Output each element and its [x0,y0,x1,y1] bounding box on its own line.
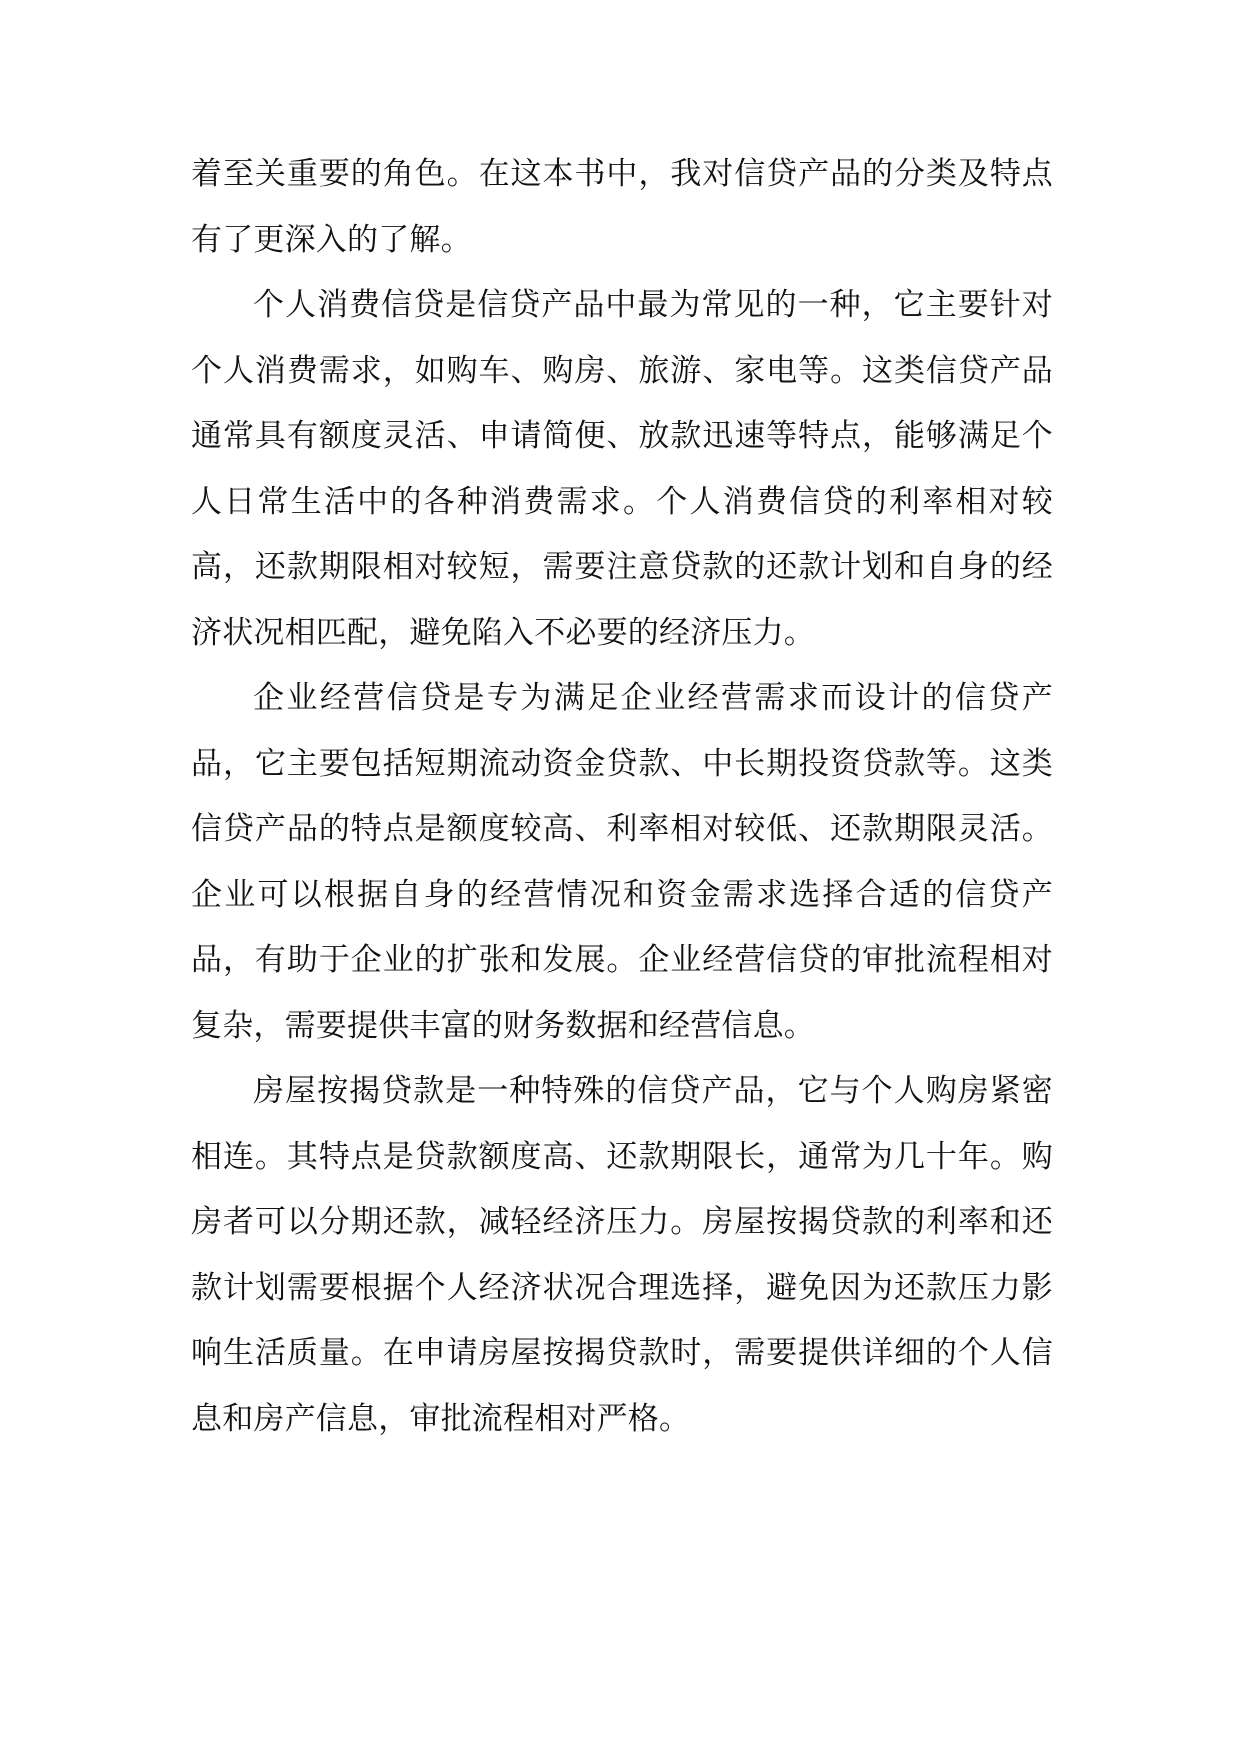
paragraph-continuation: 着至关重要的角色。在这本书中，我对信贷产品的分类及特点有了更深入的了解。 [191,156,1053,258]
paragraph-mortgage-loan: 房屋按揭贷款是一种特殊的信贷产品，它与个人购房紧密相连。其特点是贷款额度高、还款期限长，通常为几十年。购房者可以分期还款，减轻经济压力。房屋按揭贷款的利率和还款计划需要根据个人经济状况合理选择，避免因为还款压力影响生活质量。在申请房屋按揭贷款时，需要提供详细的个人信息和房产信息，审批流程相对严格。 [191,1073,1053,1437]
paragraph-personal-consumer-credit: 个人消费信贷是信贷产品中最为常见的一种，它主要针对个人消费需求，如购车、购房、旅游、家电等。这类信贷产品通常具有额度灵活、申请简便、放款迅速等特点，能够满足个人日常生活中的各种消费需求。个人消费信贷的利率相对较高，还款期限相对较短，需要注意贷款的还款计划和自身的经济状况相匹配，避免陷入不必要的经济压力。 [191,287,1053,651]
paragraph-business-credit: 企业经营信贷是专为满足企业经营需求而设计的信贷产品，它主要包括短期流动资金贷款、中长期投资贷款等。这类信贷产品的特点是额度较高、利率相对较低、还款期限灵活。企业可以根据自身的经营情况和资金需求选择合适的信贷产品，有助于企业的扩张和发展。企业经营信贷的审批流程相对复杂，需要提供丰富的财务数据和经营信息。 [191,680,1053,1044]
body-text [191,142,1053,1452]
